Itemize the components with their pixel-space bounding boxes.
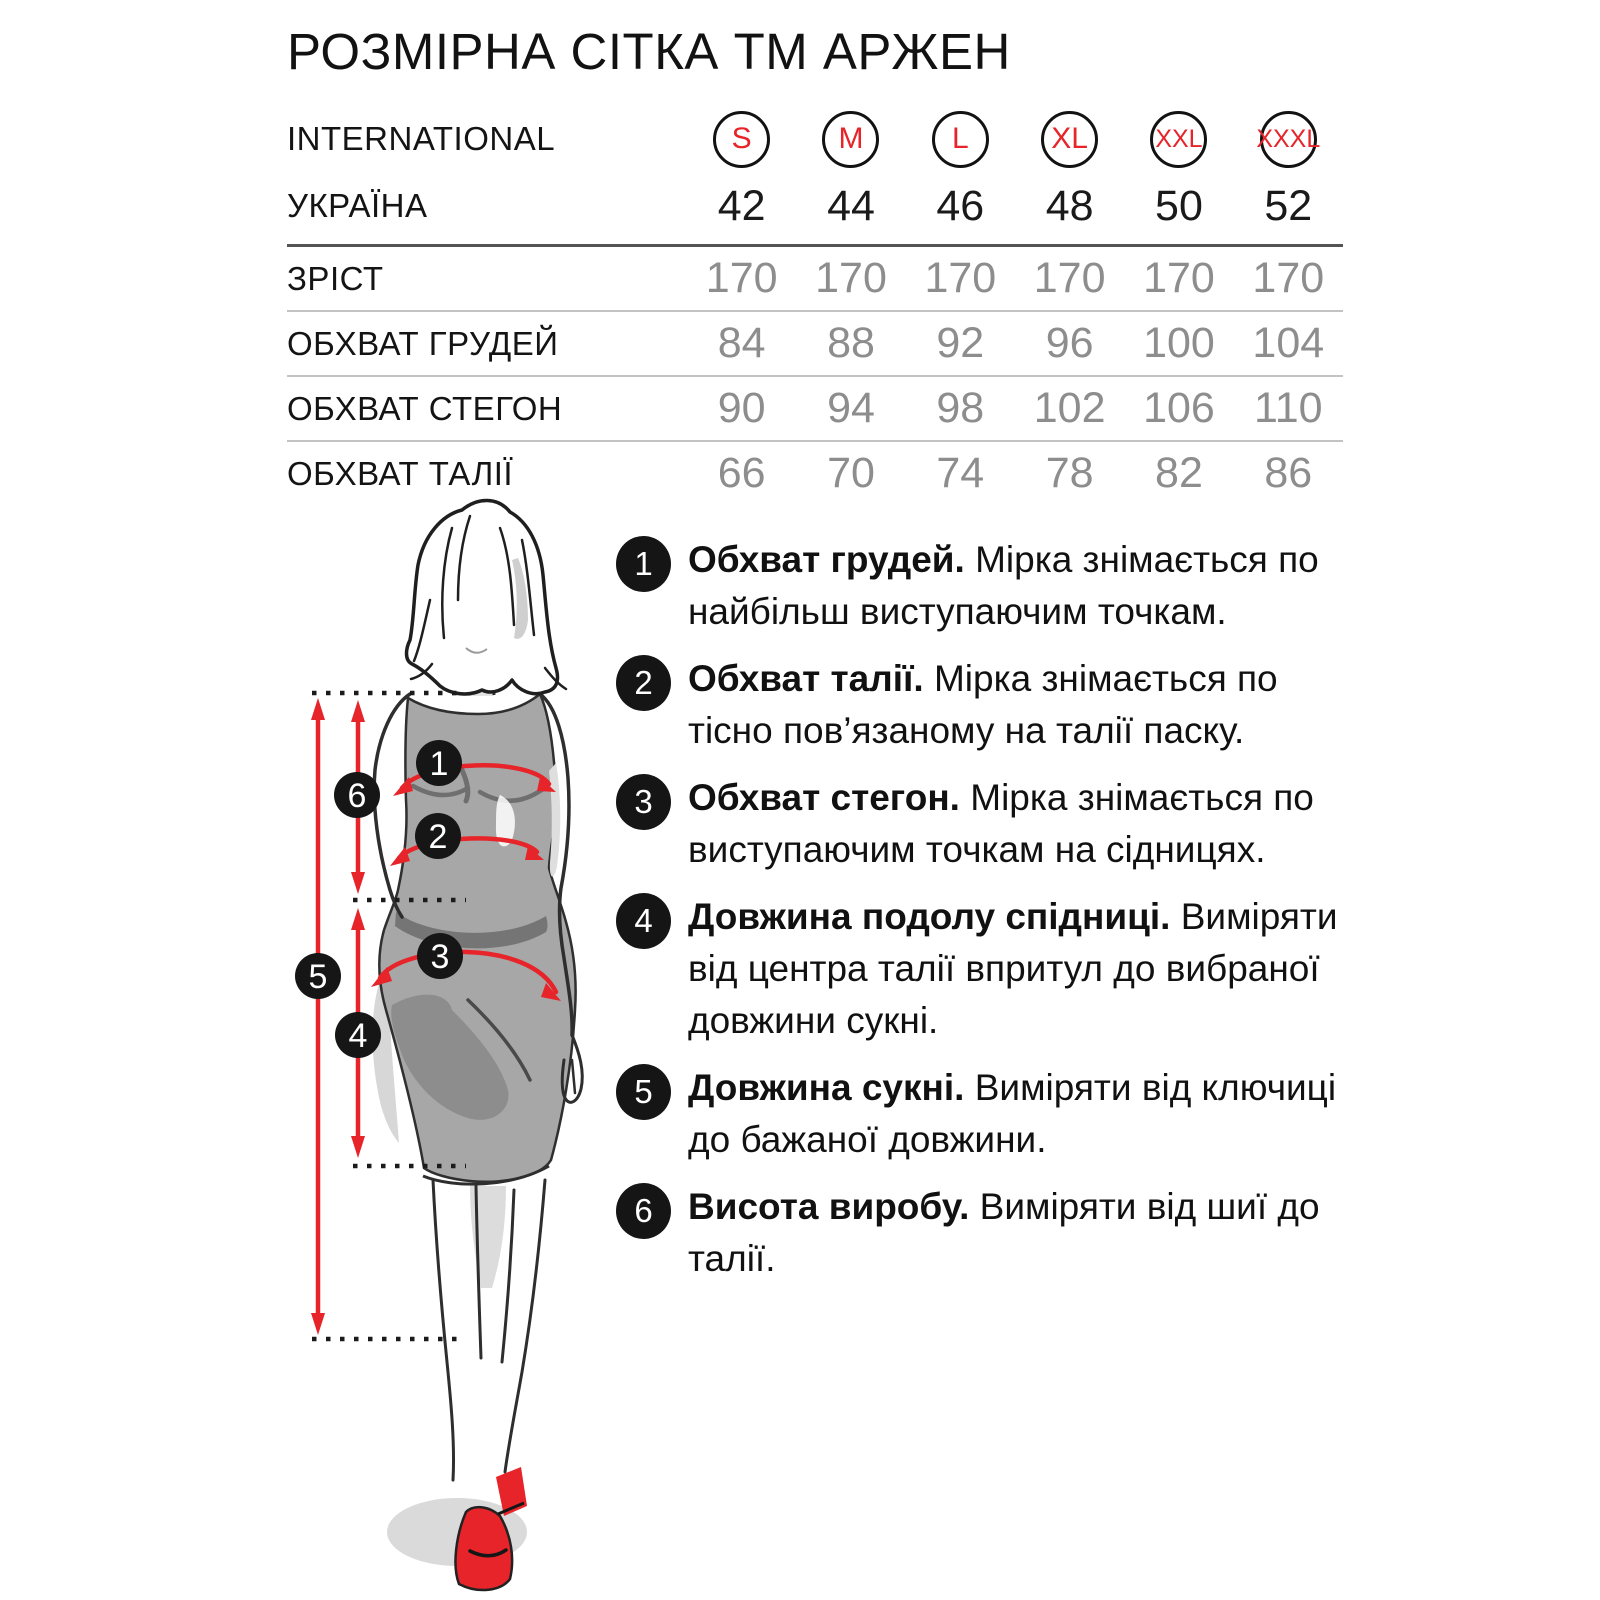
instruction-badge-3: 3	[616, 774, 671, 830]
row-label: ОБХВАТ ГРУДЕЙ	[287, 324, 559, 362]
instruction-term: Довжина сукні.	[688, 1067, 965, 1108]
size-circle-l	[932, 111, 989, 168]
cell-value: 96	[1045, 319, 1094, 367]
size-letter: XL	[1051, 122, 1088, 155]
svg-text:3: 3	[430, 938, 450, 976]
cell-value: 92	[936, 319, 985, 367]
cell-value: 170	[1033, 254, 1106, 302]
size-letter: L	[951, 122, 969, 155]
instruction-text	[688, 653, 1361, 757]
instruction-text	[688, 1181, 1361, 1285]
instruction-badge-4: 4	[616, 893, 671, 949]
cell-value: 98	[936, 384, 985, 432]
size-cell	[687, 111, 796, 168]
size-circle-m	[822, 111, 879, 168]
figure-badge-3	[417, 933, 463, 979]
row-label: ОБХВАТ ТАЛІЇ	[287, 454, 514, 492]
ukraine-size: 50	[1155, 181, 1203, 230]
cell-value: 110	[1254, 384, 1323, 432]
ukraine-size: 48	[1045, 181, 1094, 230]
instruction-body: Виміряти від ключиці до бажаної довжини.	[688, 1067, 1337, 1160]
size-circle-xxxl	[1256, 111, 1321, 168]
cell-value: 84	[717, 319, 766, 367]
row-label-international: INTERNATIONAL	[287, 120, 556, 157]
cell-value: 86	[1264, 449, 1313, 497]
table-row-height	[287, 244, 1343, 310]
figure-badge-6	[334, 772, 380, 818]
measurement-figure	[270, 480, 650, 1600]
cell-value: 70	[827, 449, 875, 497]
svg-text:2: 2	[428, 818, 448, 856]
instruction-item-4	[616, 891, 1361, 1047]
page-title: РОЗМІРНА СІТКА ТМ АРЖЕН	[287, 23, 1011, 80]
instruction-text	[688, 772, 1361, 876]
table-row-international	[287, 100, 1343, 178]
instruction-body: Виміряти від центра талії впритул до вибраної довжини сукні.	[688, 896, 1338, 1041]
figure-badge-5	[295, 953, 341, 999]
table-row-hips	[287, 375, 1343, 440]
instruction-item-1	[616, 534, 1361, 638]
instruction-term: Обхват грудей.	[688, 539, 965, 580]
cell-value: 170	[1252, 254, 1325, 302]
svg-text:5: 5	[308, 958, 328, 996]
ukraine-size: 46	[936, 181, 985, 230]
cell-value: 170	[924, 254, 997, 302]
svg-text:4: 4	[348, 1017, 368, 1055]
instruction-term: Обхват талії.	[688, 658, 924, 699]
instruction-item-3	[616, 772, 1361, 876]
instruction-badge-6: 6	[616, 1183, 671, 1239]
cell-value: 78	[1045, 449, 1094, 497]
size-cell	[796, 111, 905, 168]
svg-text:1: 1	[429, 745, 449, 783]
table-row-ukraine	[287, 178, 1343, 234]
size-circle-xxl	[1150, 111, 1207, 168]
cell-value: 100	[1143, 319, 1215, 367]
instruction-term: Висота виробу.	[688, 1186, 970, 1227]
cell-value: 88	[827, 319, 875, 367]
cell-value: 94	[827, 384, 875, 432]
ukraine-size: 52	[1264, 181, 1313, 230]
size-letter: XXL	[1155, 124, 1203, 153]
instruction-term: Обхват стегон.	[688, 777, 960, 818]
figure-badge-1	[416, 740, 462, 786]
svg-text:6: 6	[347, 777, 367, 815]
size-table	[287, 100, 1343, 505]
cell-value: 106	[1143, 384, 1215, 432]
instruction-text	[688, 1062, 1361, 1166]
instruction-badge-1: 1	[616, 536, 671, 592]
instruction-item-6	[616, 1181, 1361, 1285]
size-cell	[1124, 111, 1233, 168]
figure-hair	[407, 500, 567, 693]
instruction-badge-5: 5	[616, 1064, 671, 1120]
instruction-text	[688, 891, 1361, 1047]
instruction-text	[688, 534, 1361, 638]
table-row-chest	[287, 310, 1343, 375]
instruction-body: Мірка знімається по тісно пов’язаному на талії паску.	[688, 658, 1278, 751]
instruction-item-2	[616, 653, 1361, 757]
cell-value: 170	[705, 254, 778, 302]
row-label-ukraine: УКРАЇНА	[287, 187, 428, 224]
size-cell	[1234, 111, 1343, 168]
instructions-list	[616, 534, 1361, 1300]
figure-badge-2	[415, 813, 461, 859]
instruction-body: Виміряти від шиї до талії.	[688, 1186, 1320, 1279]
figure-head	[407, 500, 567, 696]
size-circle-s	[713, 111, 770, 168]
cell-value: 66	[717, 449, 766, 497]
ukraine-size: 42	[717, 181, 766, 230]
cell-value: 170	[1143, 254, 1215, 302]
cell-value: 102	[1033, 384, 1106, 432]
size-cell	[1015, 111, 1124, 168]
figure-badge-4	[335, 1012, 381, 1058]
ukraine-size: 44	[827, 181, 875, 230]
cell-value: 74	[936, 449, 985, 497]
instruction-badge-2: 2	[616, 655, 671, 711]
cell-value: 104	[1252, 319, 1325, 367]
instruction-term: Довжина подолу спідниці.	[688, 896, 1171, 937]
size-letter: M	[838, 122, 864, 155]
instruction-body: Мірка знімається по найбільш виступаючим точкам.	[688, 539, 1319, 632]
size-circle-xl	[1041, 111, 1098, 168]
instruction-body: Мірка знімається по виступаючим точкам на сідницях.	[688, 777, 1314, 870]
row-label: ОБХВАТ СТЕГОН	[287, 389, 563, 427]
instruction-item-5	[616, 1062, 1361, 1166]
size-cell	[906, 111, 1015, 168]
cell-value: 82	[1155, 449, 1203, 497]
cell-value: 90	[717, 384, 766, 432]
figure-legs	[433, 1180, 545, 1480]
size-letter: S	[731, 122, 752, 155]
size-letter: XXXL	[1256, 124, 1321, 153]
cell-value: 170	[815, 254, 887, 302]
row-label: ЗРІСТ	[287, 259, 384, 297]
